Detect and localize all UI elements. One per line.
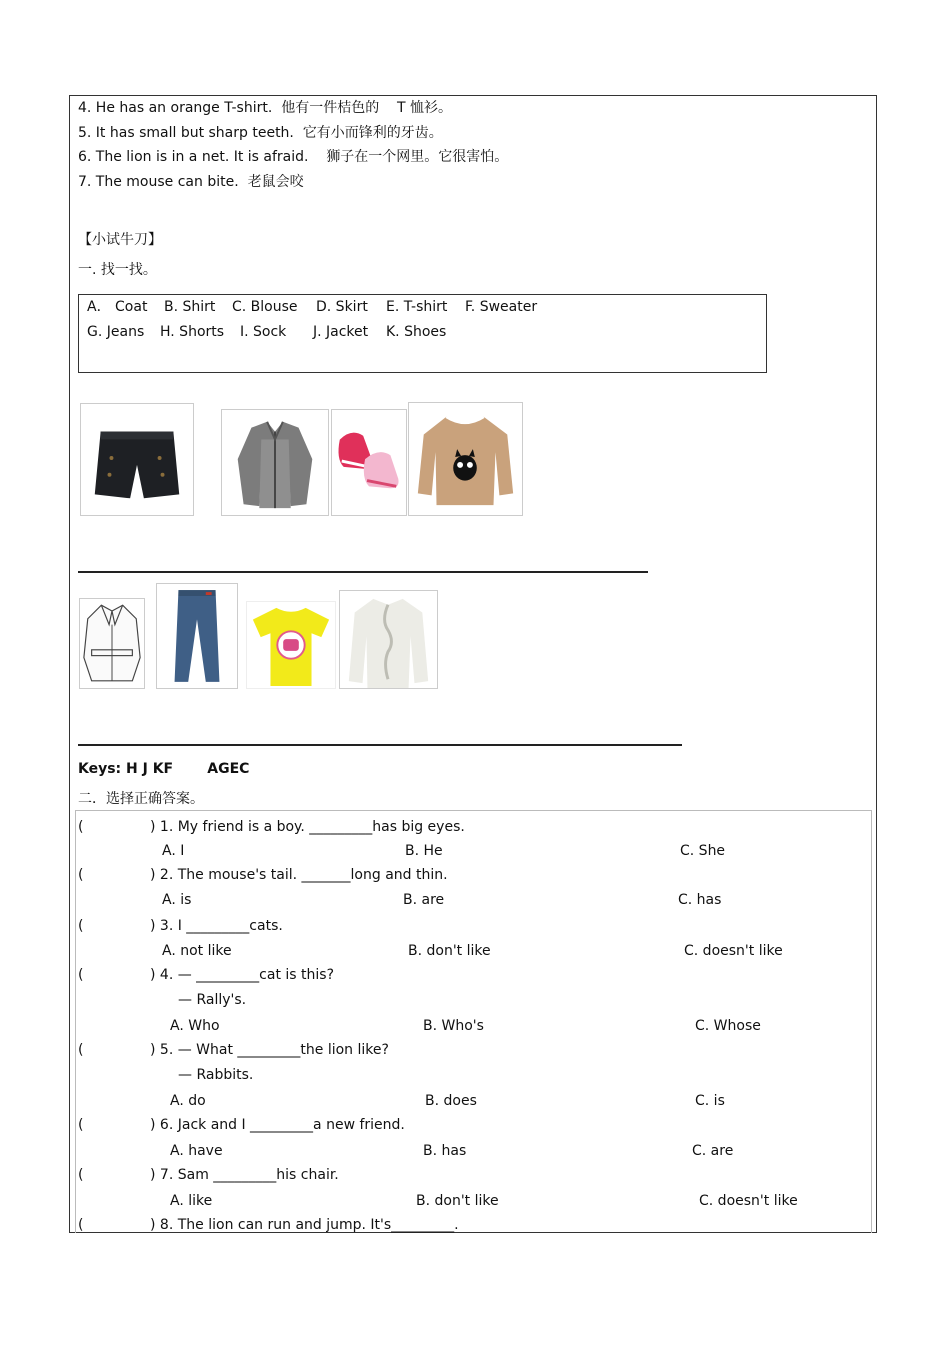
- question-4-paren-open: (: [78, 967, 84, 983]
- question-6-option-b: B. has: [423, 1143, 467, 1159]
- question-3-option-b: B. don't like: [408, 943, 491, 959]
- question-7: ) 7. Sam _________his chair.: [150, 1167, 339, 1183]
- question-7-option-b: B. don't like: [416, 1193, 499, 1209]
- question-7-paren-open: (: [78, 1167, 84, 1183]
- question-1-paren-open: (: [78, 819, 84, 835]
- t-shirt-picture: [246, 601, 336, 689]
- sentence-7: 7. The mouse can bite. 老鼠会咬: [78, 174, 304, 190]
- question-1-option-c: C. She: [680, 843, 726, 859]
- answer-line-1: [78, 571, 648, 573]
- question-3-paren-open: (: [78, 918, 84, 934]
- jeans-picture: [156, 583, 238, 689]
- question-5-option-c: C. is: [695, 1093, 725, 1109]
- option-g: G. Jeans: [87, 324, 145, 340]
- question-6-option-c: C. are: [692, 1143, 734, 1159]
- sweater-picture: [408, 402, 523, 516]
- coat-picture: [79, 598, 145, 689]
- question-1-option-b: B. He: [405, 843, 443, 859]
- question-2-option-b: B. are: [403, 892, 445, 908]
- question-4-option-b: B. Who's: [423, 1018, 484, 1034]
- question-2-paren-open: (: [78, 867, 84, 883]
- question-4-option-a: A. Who: [170, 1018, 220, 1034]
- question-2-option-a: A. is: [162, 892, 192, 908]
- question-4-reply: — Rally's.: [178, 992, 247, 1008]
- question-3: ) 3. I _________cats.: [150, 918, 283, 934]
- question-1: ) 1. My friend is a boy. _________has big eyes.: [150, 819, 465, 835]
- sentence-5: 5. It has small but sharp teeth. 它有小而锋利的牙齿。: [78, 125, 443, 141]
- question-5: ) 5. — What _________the lion like?: [150, 1042, 389, 1058]
- option-b: B. Shirt: [164, 299, 216, 315]
- shorts-picture: [80, 403, 194, 516]
- blouse-picture: [339, 590, 438, 689]
- question-1-option-a: A. I: [162, 843, 185, 859]
- option-a: A． Coat: [87, 299, 148, 315]
- section1-title: 一. 找一找。: [78, 262, 157, 278]
- option-h: H. Shorts: [160, 324, 225, 340]
- option-d: D. Skirt: [316, 299, 368, 315]
- question-6: ) 6. Jack and I _________a new friend.: [150, 1117, 405, 1133]
- question-2: ) 2. The mouse's tail. _______long and thin.: [150, 867, 448, 883]
- question-2-option-c: C. has: [678, 892, 722, 908]
- question-5-reply: — Rabbits.: [178, 1067, 254, 1083]
- option-f: F. Sweater: [465, 299, 538, 315]
- sentence-4: 4. He has an orange T-shirt. 他有一件桔色的 T 恤衫。: [78, 100, 453, 116]
- question-7-option-a: A. like: [170, 1193, 213, 1209]
- question-4-option-c: C. Whose: [695, 1018, 761, 1034]
- jacket-picture: [221, 409, 329, 516]
- sentence-6: 6. The lion is in a net. It is afraid. 狮子在一个网里。它很害怕。: [78, 149, 509, 165]
- option-c: C. Blouse: [232, 299, 298, 315]
- question-4: ) 4. — _________cat is this?: [150, 967, 335, 983]
- practice-heading: 【小试牛刀】: [78, 232, 162, 248]
- question-8: ) 8. The lion can run and jump. It's_________.: [150, 1217, 459, 1233]
- question-6-paren-open: (: [78, 1117, 84, 1133]
- section2-title: 二．选择正确答案。: [78, 791, 204, 807]
- question-5-option-b: B. does: [425, 1093, 477, 1109]
- option-i: I. Sock: [240, 324, 287, 340]
- option-e: E. T-shirt: [386, 299, 448, 315]
- question-5-paren-open: (: [78, 1042, 84, 1058]
- answer-line-2: [78, 744, 682, 746]
- shoes-picture: [331, 409, 407, 516]
- option-k: K. Shoes: [386, 324, 447, 340]
- question-5-option-a: A. do: [170, 1093, 206, 1109]
- question-3-option-a: A. not like: [162, 943, 232, 959]
- option-j: J. Jacket: [313, 324, 369, 340]
- question-3-option-c: C. doesn't like: [684, 943, 783, 959]
- answer-keys: Keys: H J KF AGEC: [78, 761, 250, 777]
- question-6-option-a: A. have: [170, 1143, 223, 1159]
- question-7-option-c: C. doesn't like: [699, 1193, 798, 1209]
- question-8-paren-open: (: [78, 1217, 84, 1233]
